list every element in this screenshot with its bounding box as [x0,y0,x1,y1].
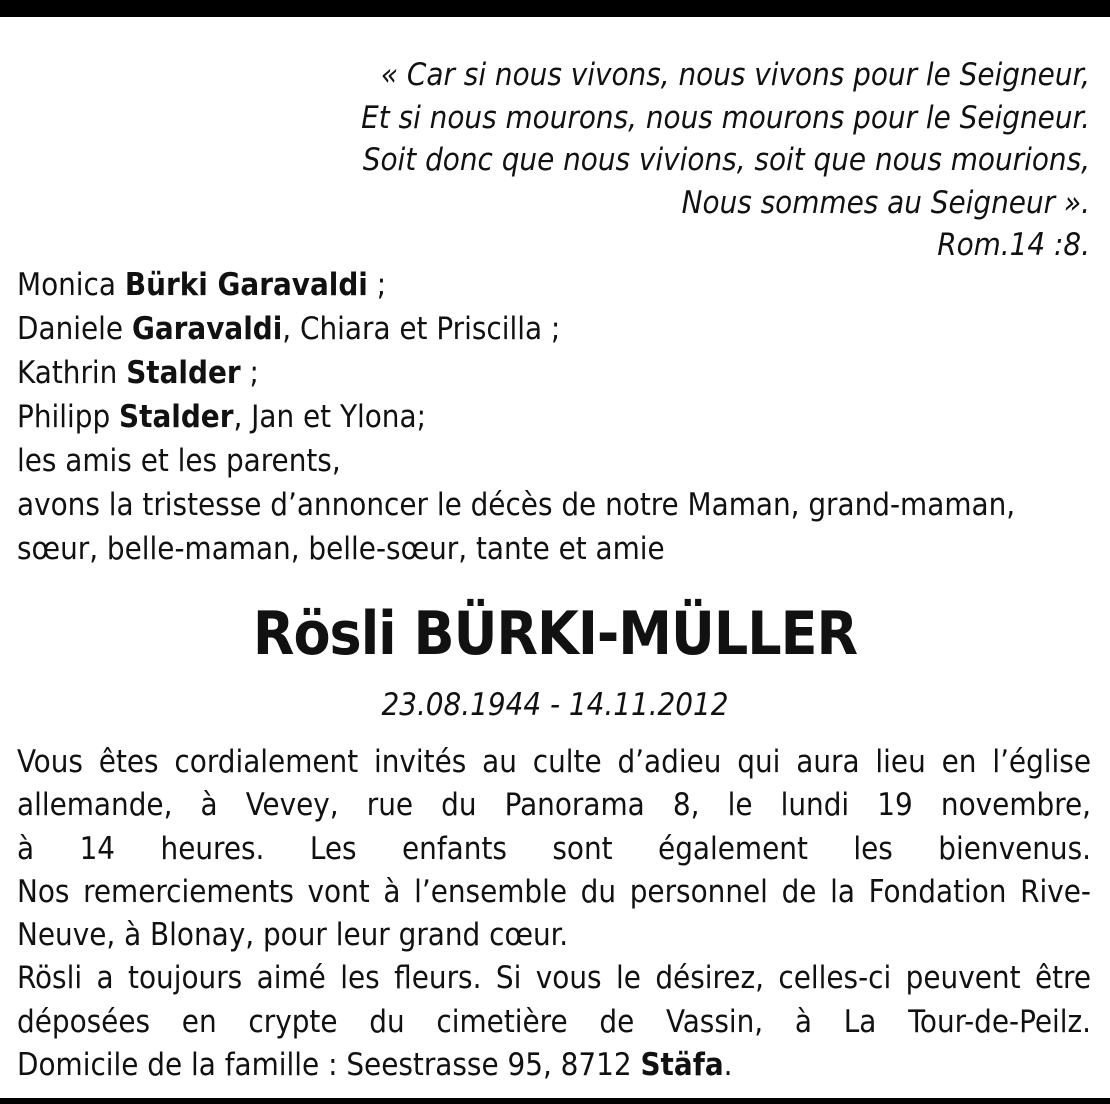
first-name: Monica [17,267,125,303]
notice-line: Nos remerciements vont à l’ensemble du personnel de la Fondation Rive- [17,873,1091,910]
notice-line: déposées en crypte du cimetière de Vassin, à La Tour-de-Peilz. [17,1003,1091,1040]
quote-line: Nous sommes au Seigneur ». [681,184,1090,221]
quote-line: « Car si nous vivons, nous vivons pour le Seigneur, [380,57,1090,93]
family-address-line [17,1044,1091,1087]
announcement-line: sœur, belle-maman, belle-sœur, tante et amie [17,531,665,567]
family-member-line [17,351,1097,395]
surname: Stalder [126,355,241,391]
notice-line: Neuve, à Blonay, pour leur grand cœur. [17,917,569,954]
address-end: . [723,1047,733,1084]
line-rest: , Jan et Ylona; [233,399,426,435]
notice-line: à 14 heures. Les enfants sont également les bienvenus. [17,830,1091,867]
quote-line: Et si nous mourons, nous mourons pour le Seigneur. [361,99,1090,136]
bottom-border-rule [0,1098,1110,1104]
quote-reference: Rom.14 :8. [937,227,1090,263]
family-member-line [17,307,1097,351]
line-rest: , Chiara et Priscilla ; [282,311,561,347]
family-announcement [17,263,1097,571]
life-dates: 23.08.1944 - 14.11.2012 [381,687,729,723]
surname: Garavaldi [131,311,283,347]
line-rest: ; [367,267,387,303]
line-rest: ; [240,355,259,391]
deceased-name: Rösli BÜRKI-MÜLLER [252,599,858,669]
surname: Bürki Garavaldi [124,267,368,303]
announcement-line: avons la tristesse d’annoncer le décès de notre Maman, grand-maman, [17,487,1016,523]
first-name: Philipp [17,399,120,435]
family-member-line [17,395,1097,439]
bible-quote [90,54,1090,267]
funeral-notice [17,741,1091,1087]
first-name: Daniele [17,311,132,347]
quote-line: Soit donc que nous vivions, soit que nous mourions, [362,142,1090,178]
notice-line: Vous êtes cordialement invités au culte d’adieu qui aura lieu en l’église [17,744,1091,780]
family-member-line [17,263,1097,307]
notice-line: Rösli a toujours aimé les fleurs. Si vous le désirez, celles-ci peuvent être [17,960,1091,997]
top-border-rule [0,0,1110,17]
notice-line: allemande, à Vevey, rue du Panorama 8, le lundi 19 novembre, [17,787,1091,824]
address-place: Stäfa [640,1047,724,1084]
friends-line: les amis et les parents, [17,443,341,479]
address-text: Domicile de la famille : Seestrasse 95, 8712 [17,1047,641,1084]
surname: Stalder [119,399,234,435]
first-name: Kathrin [17,355,127,391]
